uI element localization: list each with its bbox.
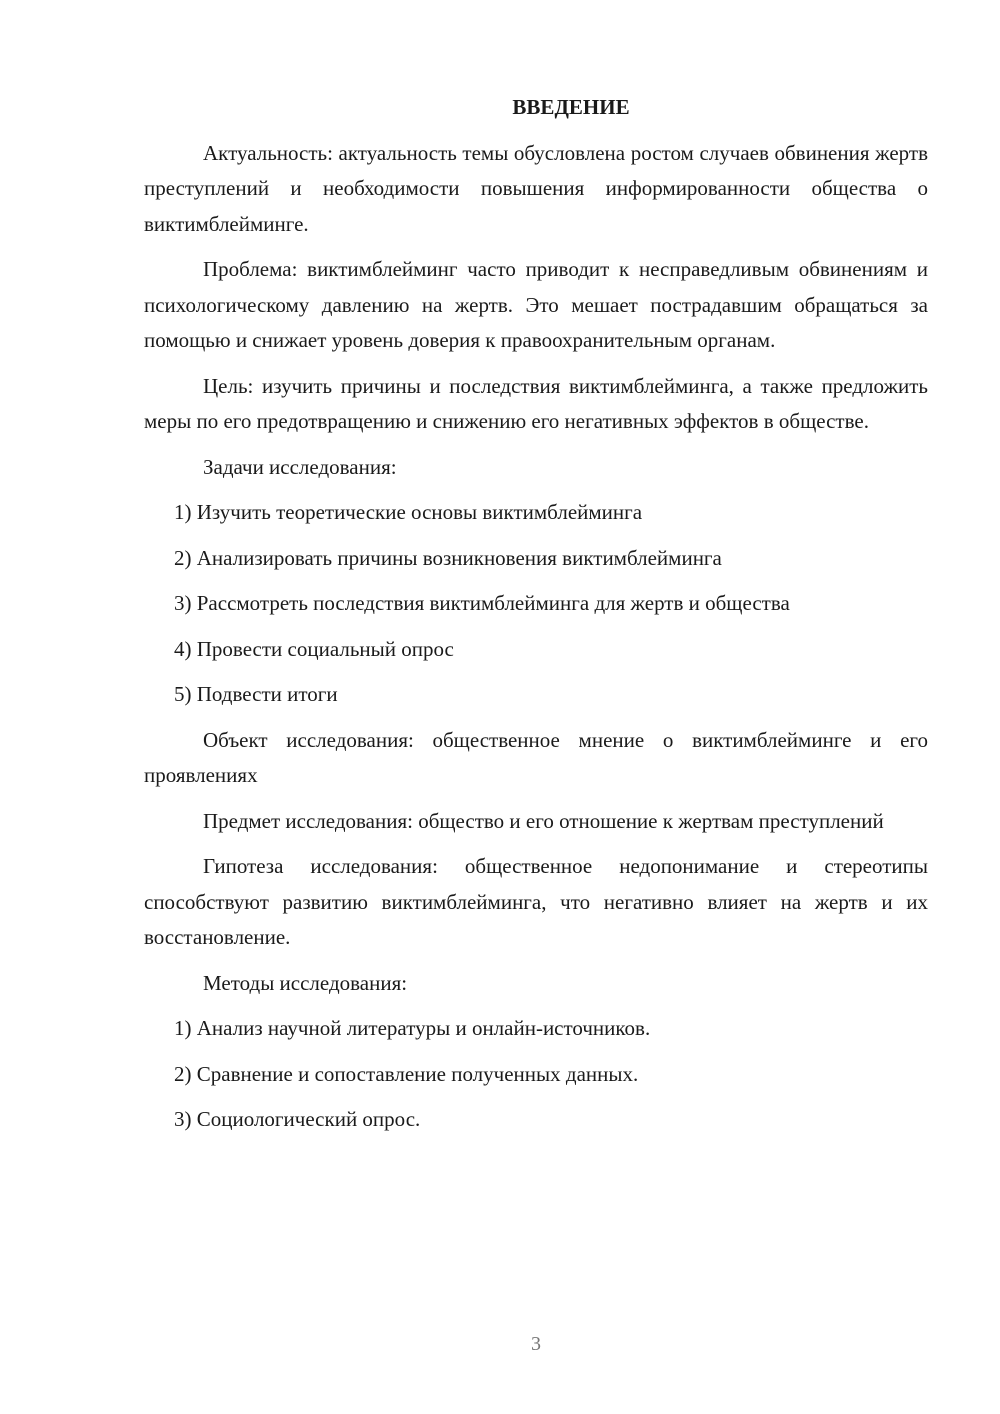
page-number: 3 (531, 1333, 541, 1355)
tasks-heading: Задачи исследования: (203, 454, 397, 479)
problem-paragraph: Проблема: виктимблейминг часто приводит к несправедливым обвинениям и психологическому давлению на жертв. Это мешает пострадавшим обращаться за помощью и снижает уровень доверия к правоохранительным органам. (144, 257, 928, 352)
goal-paragraph: Цель: изучить причины и последствия виктимблейминга, а также предложить меры по его предотвращению и снижению его негативных эффектов в обществе. (144, 373, 928, 433)
method-item: 2) Сравнение и сопоставление полученных данных. (174, 1061, 639, 1086)
task-item: 5) Подвести итоги (174, 682, 338, 706)
section-title: ВВЕДЕНИЕ (512, 95, 630, 119)
method-item: 3) Социологический опрос. (174, 1107, 421, 1131)
method-item: 1) Анализ научной литературы и онлайн-источников. (174, 1016, 651, 1040)
subject-paragraph: Предмет исследования: общество и его отношение к жертвам преступлений (203, 808, 884, 833)
task-item: 1) Изучить теоретические основы виктимблейминга (174, 500, 643, 524)
relevance-paragraph: Актуальность: актуальность темы обусловлена ростом случаев обвинения жертв преступлений и необходимости повышения информированности общества о виктимблейминге. (144, 140, 928, 236)
task-item: 4) Провести социальный опрос (174, 636, 454, 661)
document-page (144, 90, 928, 1148)
hypothesis-paragraph: Гипотеза исследования: общественное недопонимание и стереотипы способствуют развитию виктимблейминга, что негативно влияет на жертв и их восстановление. (144, 854, 928, 949)
task-item: 3) Рассмотреть последствия виктимблейминга для жертв и общества (174, 591, 790, 615)
task-item: 2) Анализировать причины возникновения виктимблейминга (174, 545, 722, 570)
methods-heading: Методы исследования: (203, 970, 408, 995)
object-paragraph: Объект исследования: общественное мнение о виктимблейминге и его проявлениях (144, 727, 928, 787)
